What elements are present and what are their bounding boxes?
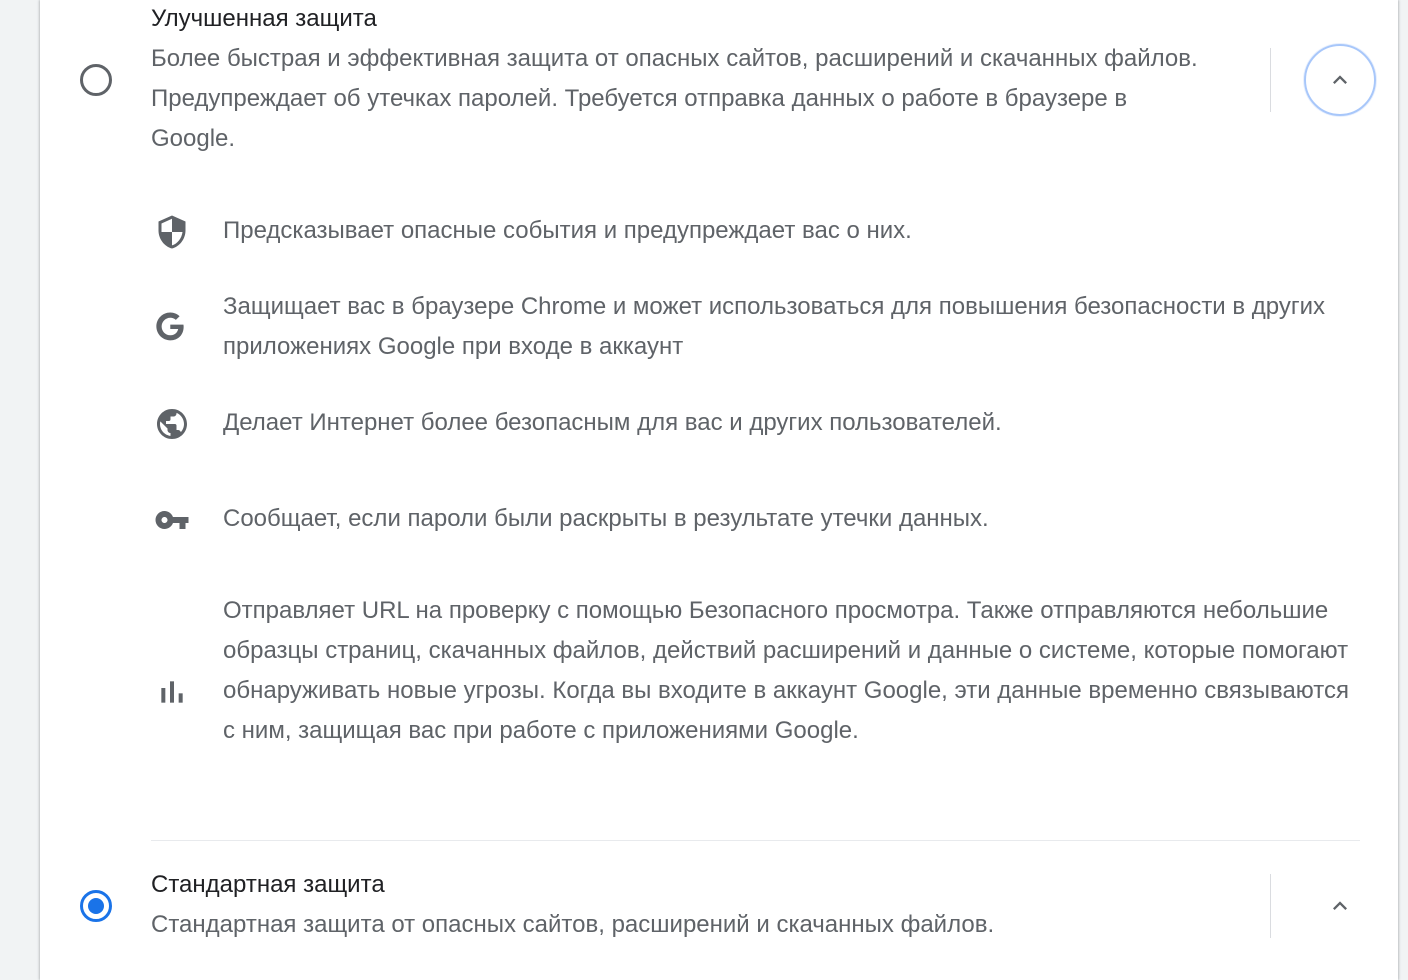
key-icon (152, 500, 192, 540)
standard-protection-description: Стандартная защита от опасных сайтов, расширений и скачанных файлов. (151, 911, 995, 938)
divider (1270, 48, 1271, 112)
chevron-up-icon (1326, 66, 1354, 94)
bar-chart-icon (152, 672, 192, 712)
feature-text: Отправляет URL на проверку с помощью Безопасного просмотра. Также отправляются небольшие образцы страниц, скачанных файлов, действий расширений и данные о системе, которые помогают обнаруживать новые угрозы. Когда вы входите в аккаунт Google, эти данные временно связываются с ним, защищая вас при работе с приложениями Google. (223, 597, 1349, 744)
shield-icon (152, 212, 192, 252)
globe-icon (152, 404, 192, 444)
enhanced-expand-button[interactable] (1304, 44, 1376, 116)
divider (1270, 874, 1271, 938)
feature-text: Защищает вас в браузере Chrome и может использоваться для повышения безопасности в других приложениях Google при входе в аккаунт (223, 293, 1326, 360)
feature-text: Сообщает, если пароли были раскрыты в результате утечки данных. (223, 505, 989, 532)
standard-expand-button[interactable] (1304, 870, 1376, 942)
safe-browsing-card (40, 0, 1398, 980)
standard-protection-radio[interactable] (80, 890, 112, 922)
enhanced-protection-radio[interactable] (80, 64, 112, 96)
enhanced-protection-title: Улучшенная защита (151, 5, 377, 32)
chevron-up-icon (1326, 892, 1354, 920)
google-g-icon (150, 306, 190, 346)
enhanced-protection-description: Более быстрая и эффективная защита от опасных сайтов, расширений и скачанных файлов. Предупреждает об утечках паролей. Требуется отправка данных о работе в браузере в Google. (151, 45, 1198, 152)
feature-text: Делает Интернет более безопасным для вас и других пользователей. (223, 409, 1002, 436)
standard-protection-title: Стандартная защита (151, 871, 385, 898)
feature-text: Предсказывает опасные события и предупреждает вас о них. (223, 217, 912, 244)
section-divider (151, 840, 1360, 841)
